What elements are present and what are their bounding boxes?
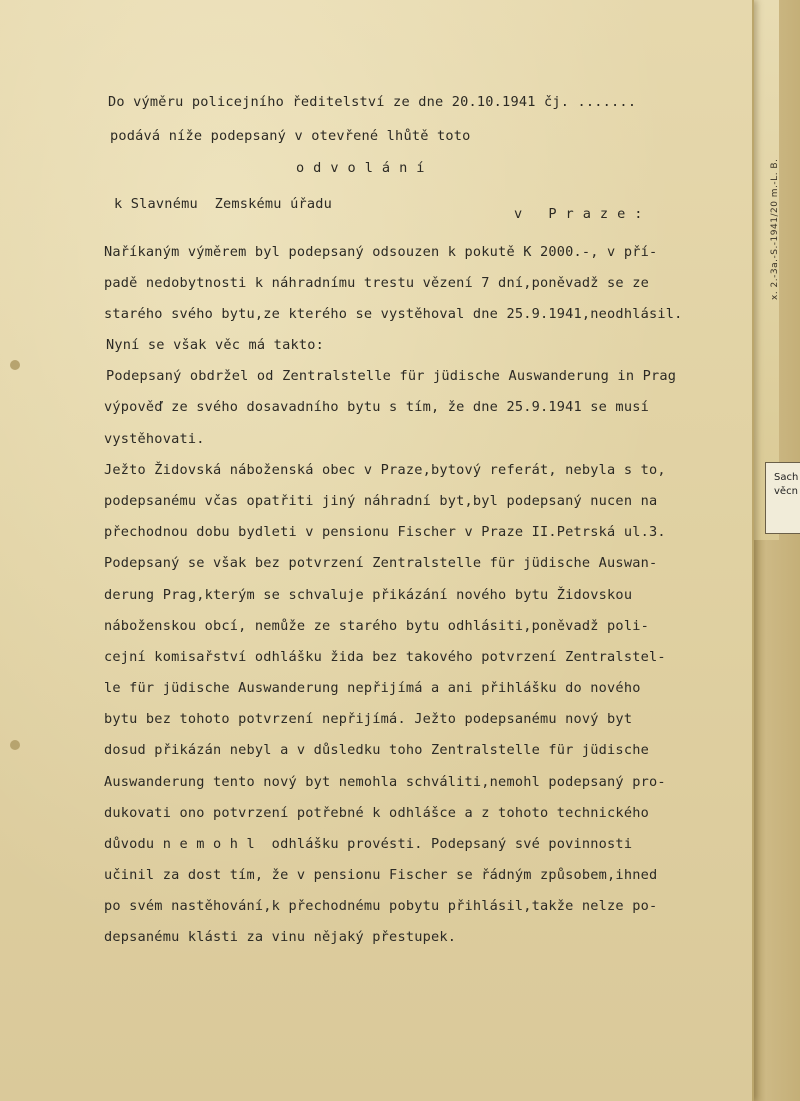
folder-label	[765, 462, 800, 534]
body-line: vystěhovati.	[104, 431, 205, 447]
punch-hole-mark	[10, 740, 20, 750]
body-line: důvodu n e m o h l odhlášku provésti. Podepsaný své povinnosti	[104, 836, 633, 852]
body-line: učinil za dost tím, že v pensionu Fischer se řádným způsobem,ihned	[104, 867, 658, 883]
body-line: cejní komisařství odhlášku žida bez takového potvrzení Zentralstel-	[104, 649, 666, 665]
punch-hole-mark	[10, 360, 20, 370]
body-line: výpověď ze svého dosavadního bytu s tím, že dne 25.9.1941 se musí	[104, 399, 649, 415]
addressee-line: k Slavnému Zemskému úřadu	[114, 196, 332, 212]
body-line: starého svého bytu,ze kterého se vystěhoval dne 25.9.1941,neodhlásil.	[104, 306, 683, 322]
folder-label-line: věcn	[774, 486, 798, 497]
body-line: dosud přikázán nebyl a v důsledku toho Zentralstelle für jüdische	[104, 742, 649, 758]
document-title: odvolání	[296, 160, 434, 176]
body-line: náboženskou obcí, nemůže ze starého bytu odhlásiti,poněvadž poli-	[104, 618, 649, 634]
body-line: Nyní se však věc má takto:	[106, 337, 324, 353]
body-line: Naříkaným výměrem byl podepsaný odsouzen k pokutě K 2000.-, v pří-	[104, 244, 658, 260]
body-line: Podepsaný obdržel od Zentralstelle für jüdische Auswanderung in Prag	[106, 368, 677, 384]
body-line: Podepsaný se však bez potvrzení Zentralstelle für jüdische Auswan-	[104, 555, 658, 571]
folder-label-line: Sach	[774, 472, 799, 483]
body-line: derung Prag,kterým se schvaluje přikázání nového bytu Židovskou	[104, 587, 633, 603]
body-line: přechodnou dobu bydleti v pensionu Fischer v Praze II.Petrská ul.3.	[104, 524, 666, 540]
location-line: v Praze:	[514, 206, 652, 222]
side-print-code: x. 2.-3a.-S.-1941/20 m.-L. B.	[770, 158, 780, 300]
body-line: dukovati ono potvrzení potřebné k odhlášce a z tohoto technického	[104, 805, 649, 821]
body-line: padě nedobytnosti k náhradnímu trestu vězení 7 dní,poněvadž se ze	[104, 275, 649, 291]
body-line: depsanému klásti za vinu nějaký přestupek.	[104, 929, 457, 945]
body-line: bytu bez tohoto potvrzení nepřijímá. Ježto podepsanému nový byt	[104, 711, 633, 727]
typed-letter	[104, 94, 683, 945]
body-line: podepsanému včas opatřiti jiný náhradní byt,byl podepsaný nucen na	[104, 493, 658, 509]
body-line: Ježto Židovská náboženská obec v Praze,bytový referát, nebyla s to,	[104, 462, 666, 478]
body-line: po svém nastěhování,k přechodnému pobytu přihlásil,takže nelze po-	[104, 898, 658, 914]
body-line: Auswanderung tento nový byt nemohla schváliti,nemohl podepsaný pro-	[104, 774, 666, 790]
body-line: le für jüdische Auswanderung nepřijímá a ani přihlášku do nového	[104, 680, 641, 696]
intro-line: Do výměru policejního ředitelství ze dne 20.10.1941 čj. .......	[108, 94, 637, 110]
intro-line: podává níže podepsaný v otevřené lhůtě toto	[110, 128, 471, 144]
